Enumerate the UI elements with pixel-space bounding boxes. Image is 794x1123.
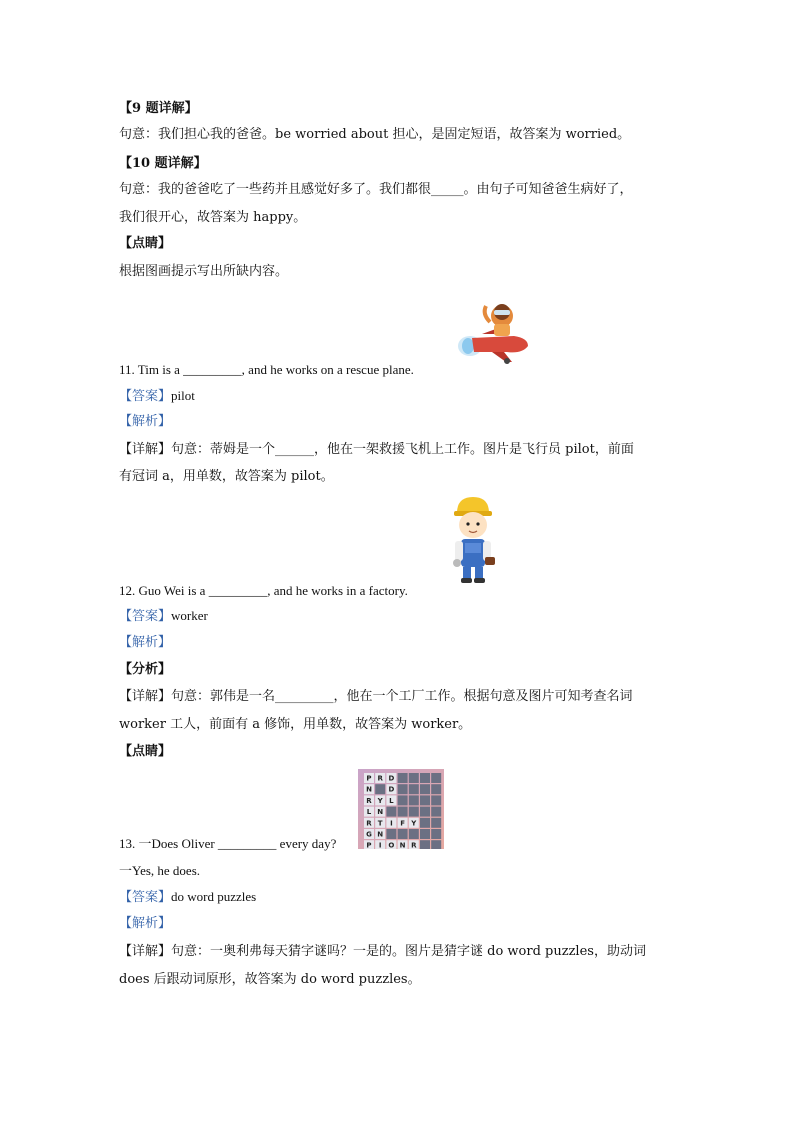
- q11-detail-line2: 有冠词 a，用单数，故答案为 pilot。: [119, 469, 334, 484]
- puzzle-cell: [431, 818, 441, 828]
- puzzle-cell: [409, 807, 419, 817]
- tip1-text: 根据图画提示写出所缺内容。: [119, 264, 289, 279]
- puzzle-cell: [431, 807, 441, 817]
- puzzle-cell: [420, 773, 430, 783]
- q12-fenxi-label: 【分析】: [119, 662, 172, 677]
- puzzle-cell: [409, 773, 419, 783]
- q10-heading: 【10 题详解】: [119, 156, 207, 171]
- puzzle-cell: [420, 818, 430, 828]
- puzzle-cell: [409, 795, 419, 805]
- puzzle-letter: L: [366, 808, 372, 817]
- q12-detail-line2: worker 工人，前面有 a 修饰，用单数，故答案为 worker。: [119, 717, 472, 732]
- tip1-heading: 【点睛】: [119, 236, 172, 251]
- q11-answer: pilot: [171, 388, 195, 403]
- puzzle-cell: [398, 829, 408, 839]
- puzzle-cell: [409, 829, 419, 839]
- q13-detail-line2: does 后跟动词原形，故答案为 do word puzzles。: [119, 972, 421, 987]
- puzzle-letter: P: [366, 774, 372, 783]
- q13-answer-row: [119, 888, 256, 907]
- factory-worker-icon: [447, 495, 499, 585]
- puzzle-cell: [398, 784, 408, 794]
- q12-answer-row: [119, 607, 208, 626]
- puzzle-letter: P: [366, 841, 372, 849]
- q11-answer-label: 【答案】: [119, 389, 172, 404]
- puzzle-cell: [375, 784, 385, 794]
- puzzle-cell: [420, 807, 430, 817]
- q12-detail-line1: 【详解】句意：郭伟是一名_________，他在一个工厂工作。根据句意及图片可知考查名词: [119, 689, 633, 704]
- puzzle-letter: T: [377, 819, 383, 828]
- q9-heading: 【9 题详解】: [119, 101, 198, 116]
- q13-reply: 一Yes, he does.: [119, 863, 201, 878]
- puzzle-letter: R: [366, 819, 372, 828]
- puzzle-cell: [386, 829, 396, 839]
- puzzle-letter: F: [400, 819, 405, 828]
- puzzle-letter: N: [399, 841, 406, 849]
- q11-analysis-label: 【解析】: [119, 414, 172, 429]
- q10-explanation-line2: 我们很开心，故答案为 happy。: [119, 210, 307, 225]
- puzzle-cell: [409, 784, 419, 794]
- puzzle-letter: I: [390, 819, 393, 828]
- puzzle-letter: O: [388, 841, 395, 849]
- puzzle-cell: [420, 840, 430, 849]
- puzzle-cell: [431, 773, 441, 783]
- puzzle-letter: N: [366, 785, 372, 794]
- puzzle-letter: D: [388, 774, 395, 783]
- q9-explanation: 句意：我们担心我的爸爸。be worried about 担心，是固定短语，故答案为 worried。: [119, 127, 631, 142]
- q11-answer-row: [119, 387, 195, 406]
- puzzle-cell: [420, 795, 430, 805]
- q11-detail-line1: 【详解】句意：蒂姆是一个______，他在一架救援飞机上工作。图片是飞行员 pilot，前面: [119, 442, 634, 457]
- puzzle-letter: R: [377, 774, 383, 783]
- puzzle-cell: [431, 829, 441, 839]
- q13-answer-label: 【答案】: [119, 890, 172, 905]
- q12-tip-heading: 【点睛】: [119, 744, 172, 759]
- puzzle-letter: N: [377, 808, 384, 817]
- puzzle-letter: R: [366, 796, 372, 805]
- puzzle-cell: [431, 784, 441, 794]
- puzzle-cell: [431, 840, 441, 849]
- puzzle-letter: N: [377, 830, 384, 839]
- puzzle-cell: [386, 807, 396, 817]
- puzzle-cell: [431, 795, 441, 805]
- puzzle-cell: [398, 773, 408, 783]
- puzzle-cell: [398, 807, 408, 817]
- q12-analysis-label: 【解析】: [119, 635, 172, 650]
- puzzle-letter: I: [378, 841, 382, 849]
- q13-detail-line1: 【详解】句意：一奥利弗每天猜字谜吗？一是的。图片是猜字谜 do word puzzles，助动词: [119, 944, 646, 959]
- puzzle-cell: [420, 829, 430, 839]
- q12-answer: worker: [171, 608, 208, 623]
- q12-question: 12. Guo Wei is a _________, and he works in a factory.: [119, 583, 408, 598]
- puzzle-letter: Y: [377, 796, 383, 805]
- word-puzzle-grid-icon: [358, 769, 444, 849]
- q10-explanation-line1: 句意：我的爸爸吃了一些药并且感觉好多了。我们都很_____。由句子可知爸爸生病好了，: [119, 182, 633, 197]
- puzzle-cell: [398, 795, 408, 805]
- q13-question: 13. 一Does Oliver _________ every day?: [119, 836, 337, 851]
- puzzle-letter: D: [388, 785, 395, 794]
- puzzle-cell: [420, 784, 430, 794]
- puzzle-letter: G: [366, 830, 372, 839]
- puzzle-letter: R: [411, 841, 417, 849]
- pilot-in-plane-icon: [452, 296, 534, 366]
- q13-analysis-label: 【解析】: [119, 916, 172, 931]
- q12-answer-label: 【答案】: [119, 609, 172, 624]
- puzzle-letter: L: [389, 796, 394, 805]
- q13-answer: do word puzzles: [171, 889, 257, 904]
- q11-question: 11. Tim is a _________, and he works on a rescue plane.: [119, 362, 414, 377]
- puzzle-letter: Y: [411, 819, 417, 828]
